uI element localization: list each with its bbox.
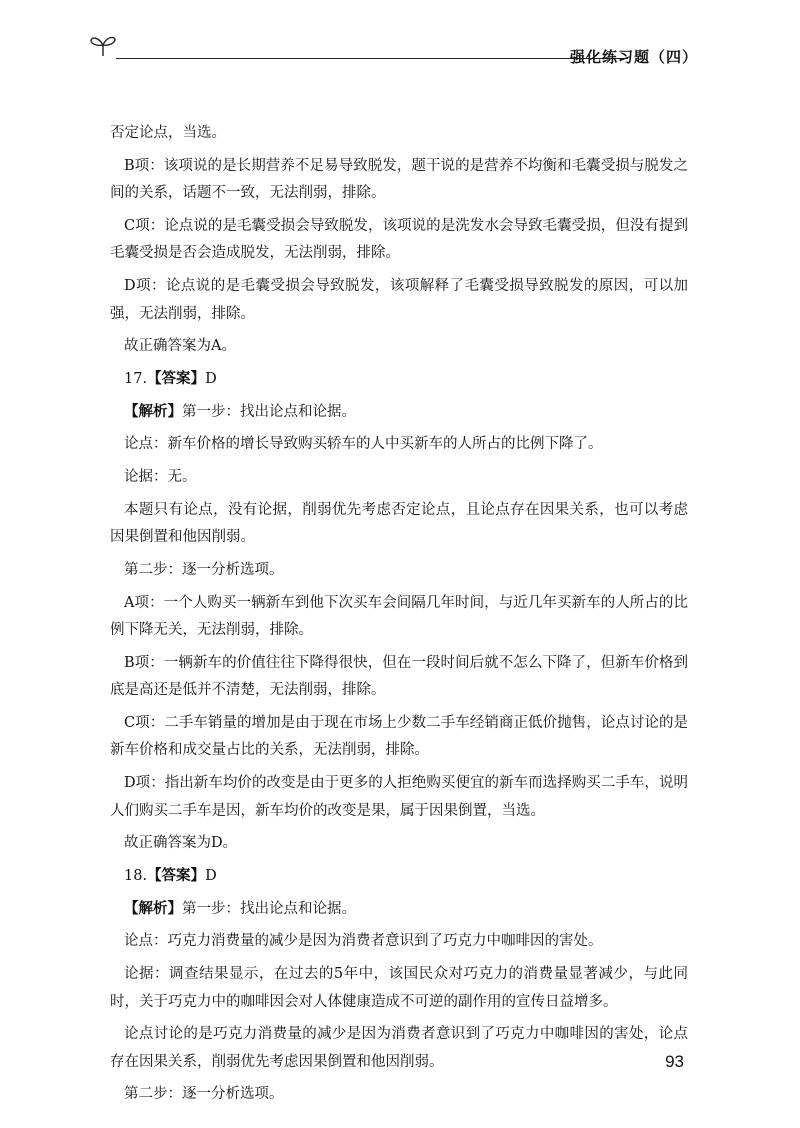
paragraph: 论据：调查结果显示，在过去的5年中，该国民众对巧克力的消费量显著减少，与此同时，关于巧克力中的咖啡因会对人体健康造成不可逆的副作用的宣传日益增多。: [110, 966, 688, 1010]
paragraph: 第二步：逐一分析选项。: [124, 1086, 284, 1103]
header-rule: [116, 58, 628, 59]
header-title: 强化练习题（四）: [569, 48, 698, 66]
paragraph: 故正确答案为D。: [124, 835, 238, 852]
answer-value: D: [205, 868, 217, 884]
paragraph: 故正确答案为A。: [124, 338, 236, 355]
answer-value: D: [205, 370, 217, 387]
question-number: 18.: [124, 868, 148, 884]
paragraph: D项：论点说的是毛囊受损会导致脱发，该项解释了毛囊受损导致脱发的原因，可以加强，无法削弱，排除。: [110, 278, 688, 322]
analysis-label: 【解析】: [124, 403, 182, 420]
answer-heading: [110, 366, 688, 394]
page-number: 93: [665, 1052, 684, 1071]
paragraph: A项：一个人购买一辆新车到他下次买车会间隔几年时间，与近几年买新车的人所占的比例下降无关，无法削弱，排除。: [110, 594, 688, 639]
paragraph: D项：指出新车均价的改变是由于更多的人拒绝购买便宜的新车而选择购买二手车，说明人们购买二手车是因，新车均价的改变是果，属于因果倒置，当选。: [110, 775, 688, 819]
leaf-sprout-icon: [88, 32, 118, 58]
answer-heading: [110, 863, 688, 891]
page-body: [110, 120, 688, 1114]
paragraph: 第二步：逐一分析选项。: [124, 561, 284, 578]
page-header: [88, 32, 708, 72]
paragraph: C项：论点说的是毛囊受损会导致脱发，该项说的是洗发水会导致毛囊受损，但没有提到毛囊受损是否会造成脱发，无法削弱，排除。: [110, 217, 688, 262]
question-number: 17.: [124, 370, 148, 387]
paragraph: 论点讨论的是巧克力消费量的减少是因为消费者意识到了巧克力中咖啡因的害处，论点存在因果关系，削弱优先考虑因果倒置和他因削弱。: [110, 1026, 688, 1070]
paragraph: 本题只有论点，没有论据，削弱优先考虑否定论点，且论点存在因果关系，也可以考虑因果倒置和他因削弱。: [110, 501, 688, 546]
analysis-heading: 【解析】第一步：找出论点和论据。: [124, 403, 356, 420]
analysis-heading: 【解析】第一步：找出论点和论据。: [124, 900, 356, 917]
analysis-label: 【解析】: [124, 900, 182, 917]
paragraph: C项：二手车销量的增加是由于现在市场上少数二手车经销商正低价抛售，论点讨论的是新车价格和成交量占比的关系，无法削弱，排除。: [110, 714, 688, 759]
paragraph: B项：该项说的是长期营养不足易导致脱发，题干说的是营养不均衡和毛囊受损与脱发之间的关系，话题不一致，无法削弱，排除。: [110, 157, 688, 202]
paragraph: 论点：新车价格的增长导致购买轿车的人中买新车的人所占的比例下降了。: [124, 436, 603, 453]
paragraph: 论点：巧克力消费量的减少是因为消费者意识到了巧克力中咖啡因的害处。: [124, 933, 603, 950]
answer-label: 【答案】: [147, 370, 206, 387]
paragraph: 否定论点，当选。: [110, 125, 226, 141]
paragraph: 论据：无。: [124, 469, 197, 485]
answer-label: 【答案】: [147, 868, 206, 884]
paragraph: B项：一辆新车的价值往往下降得很快，但在一段时间后就不怎么下降了，但新车价格到底是高还是低并不清楚，无法削弱，排除。: [110, 654, 688, 699]
